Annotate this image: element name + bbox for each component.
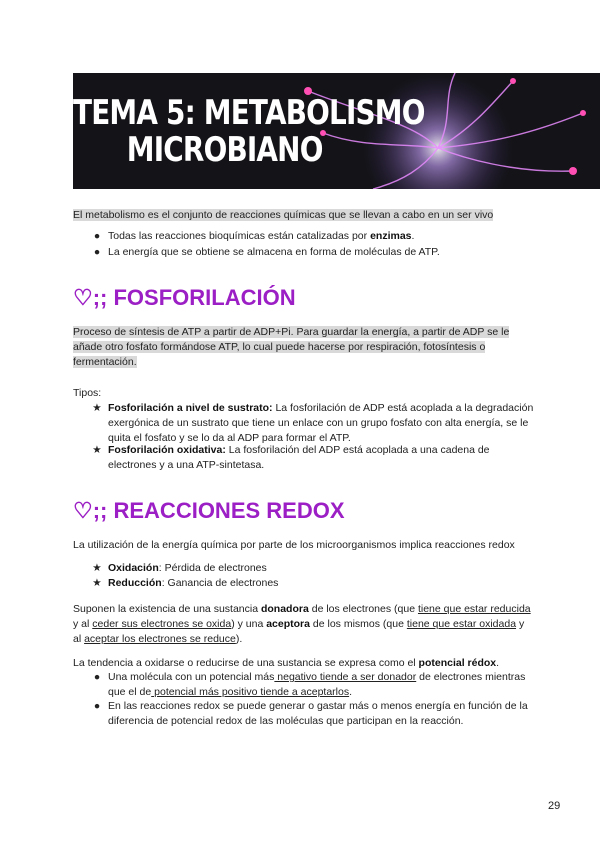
redox-intro: La utilización de la energía química por parte de los microorganismos implica reacciones redox (73, 539, 515, 551)
tipos-label: Tipos: (73, 387, 102, 399)
title-banner (73, 73, 600, 189)
section-heading-fosforilacion: ♡;; FOSFORILACIÓN (73, 285, 296, 310)
list-item: ★ Fosforilación oxidativa: La fosforilación del ADP está acoplada a una cadena de electrones y a una ATP-sintetasa. (92, 444, 490, 471)
list-item: ● La energía que se obtiene se almacena en forma de moléculas de ATP. (93, 246, 440, 258)
donor-acceptor-paragraph: Suponen la existencia de una sustancia donadora de los electrones (que tiene que estar reducida y al ceder sus electrones se oxida) y una aceptora de los mismos (que tiene que estar oxidada y al aceptar los electrones se reduce). (73, 603, 531, 645)
list-item: ★ Oxidación: Pérdida de electrones (92, 562, 267, 574)
section-heading-redox: ♡;; REACCIONES REDOX (73, 498, 345, 523)
page-number: 29 (548, 800, 561, 812)
potential-paragraph: La tendencia a oxidarse o reducirse de una sustancia se expresa como el potencial rédox. (73, 657, 500, 669)
list-item: ● Una molécula con un potencial más negativo tiende a ser donador de electrones mientras que el de potencial más positivo tiende a aceptarlos. (93, 671, 526, 698)
intro-paragraph: El metabolismo es el conjunto de reacciones químicas que se llevan a cabo en un ser vivo (73, 209, 494, 221)
list-item: ● Todas las reacciones bioquímicas están catalizadas por enzimas. (93, 230, 415, 242)
fosforilacion-description: Proceso de síntesis de ATP a partir de ADP+Pi. Para guardar la energía, a partir de ADP se le añade otro fosfato formándose ATP, lo cual puede hacerse por respiración, fotosíntesis o fermentación. (73, 326, 510, 368)
page-title: TEMA 5: METABOLISMO MICROBIANO (73, 93, 425, 170)
list-item: ★ Reducción: Ganancia de electrones (92, 577, 279, 589)
list-item: ★ Fosforilación a nivel de sustrato: La fosforilación de ADP está acoplada a la degradación exergónica de un sustrato que tiene un enlace con un grupo fosfato con alta energía, se le quita el fosfato y se lo da al ADP para formar el ATP. (92, 402, 534, 444)
list-item: ● En las reacciones redox se puede generar o gastar más o menos energía en función de la diferencia de potencial redox de las moléculas que participan en la reacción. (93, 700, 528, 727)
